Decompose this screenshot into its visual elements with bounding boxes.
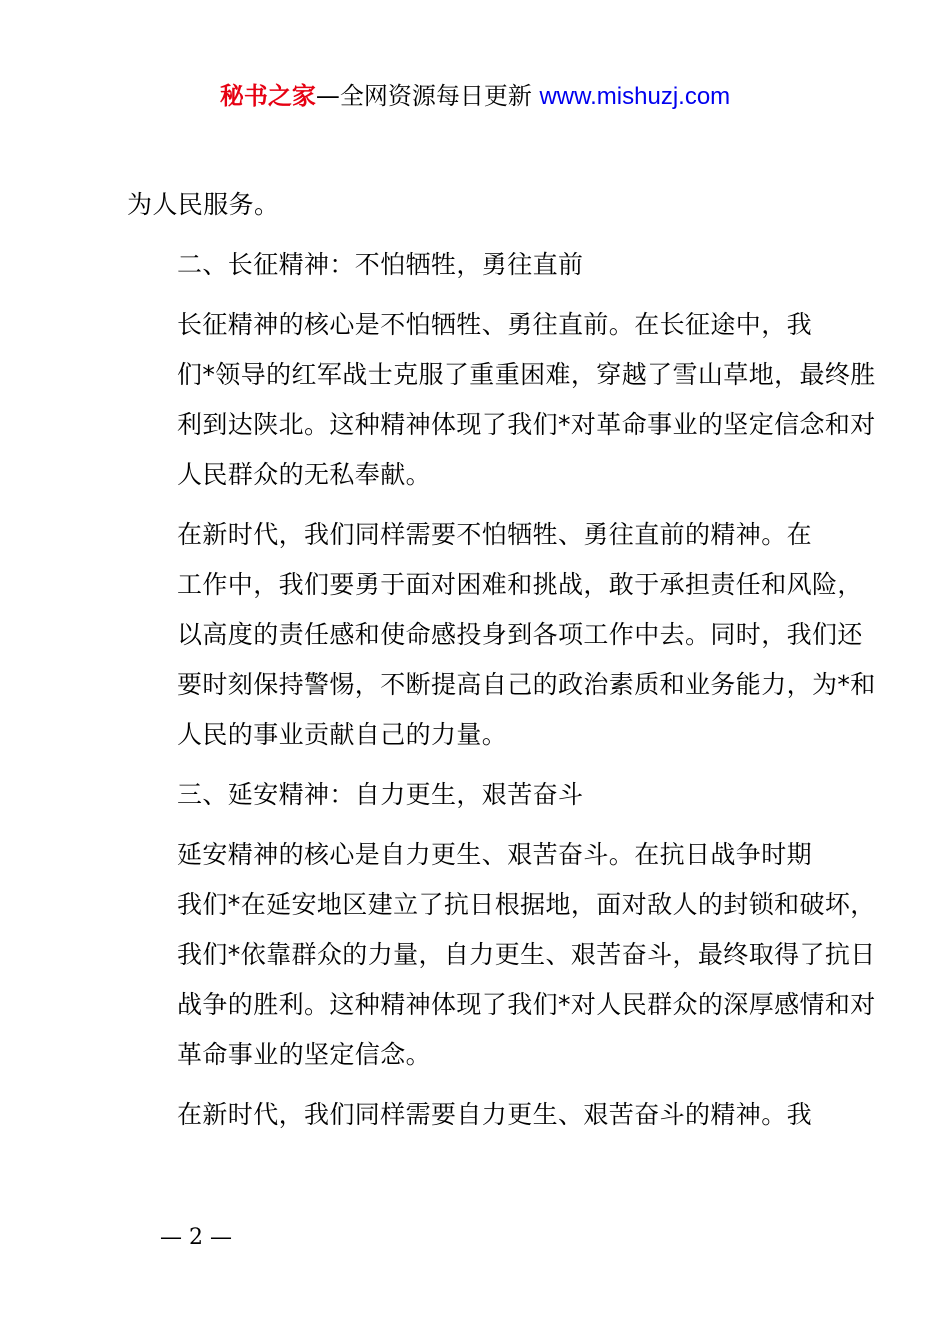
text-line: 革命事业的坚定信念。	[177, 1040, 432, 1069]
header-tagline: —全网资源每日更新	[315, 82, 540, 110]
text-line: 我们*依靠群众的力量，自力更生、艰苦奋斗，最终取得了抗日	[177, 940, 876, 969]
paragraph-long-march-core	[127, 300, 876, 500]
document-body	[127, 180, 876, 1140]
text-line: 我们*在延安地区建立了抗日根据地，面对敌人的封锁和破坏，	[177, 890, 876, 919]
page-number: — 2 —	[160, 1225, 232, 1250]
section-heading-long-march	[127, 240, 847, 290]
paragraph-continuation	[127, 180, 847, 230]
section-heading-yanan	[127, 770, 847, 820]
text-line: 要时刻保持警惕，不断提高自己的政治素质和业务能力，为*和	[177, 670, 876, 699]
section-heading: 二、长征精神：不怕牺牲，勇往直前	[177, 250, 584, 279]
text-line: 长征精神的核心是不怕牺牲、勇往直前。在长征途中，我	[177, 310, 813, 339]
text-line: 在新时代，我们同样需要自力更生、艰苦奋斗的精神。我	[177, 1100, 813, 1129]
text-line: 利到达陕北。这种精神体现了我们*对革命事业的坚定信念和对	[177, 410, 876, 439]
text-line: 以高度的责任感和使命感投身到各项工作中去。同时，我们还	[177, 620, 863, 649]
text-line: 在新时代，我们同样需要不怕牺牲、勇往直前的精神。在	[177, 520, 813, 549]
brand-name: 秘书之家	[219, 82, 316, 110]
text-line: 工作中，我们要勇于面对困难和挑战，敢于承担责任和风险，	[177, 570, 863, 599]
paragraph-long-march-new-era	[127, 510, 876, 760]
page-header	[0, 80, 950, 113]
website-link[interactable]: www.mishuzj.com	[539, 83, 731, 110]
text-line: 为人民服务。	[127, 190, 280, 219]
section-heading: 三、延安精神：自力更生，艰苦奋斗	[177, 780, 584, 809]
text-line: 战争的胜利。这种精神体现了我们*对人民群众的深厚感情和对	[177, 990, 876, 1019]
text-line: 人民的事业贡献自己的力量。	[177, 720, 508, 749]
text-line: 延安精神的核心是自力更生、艰苦奋斗。在抗日战争时期	[177, 840, 813, 869]
paragraph-yanan-new-era	[127, 1090, 847, 1140]
paragraph-yanan-core	[127, 830, 876, 1080]
text-line: 们*领导的红军战士克服了重重困难，穿越了雪山草地，最终胜	[177, 360, 876, 389]
text-line: 人民群众的无私奉献。	[177, 460, 432, 489]
